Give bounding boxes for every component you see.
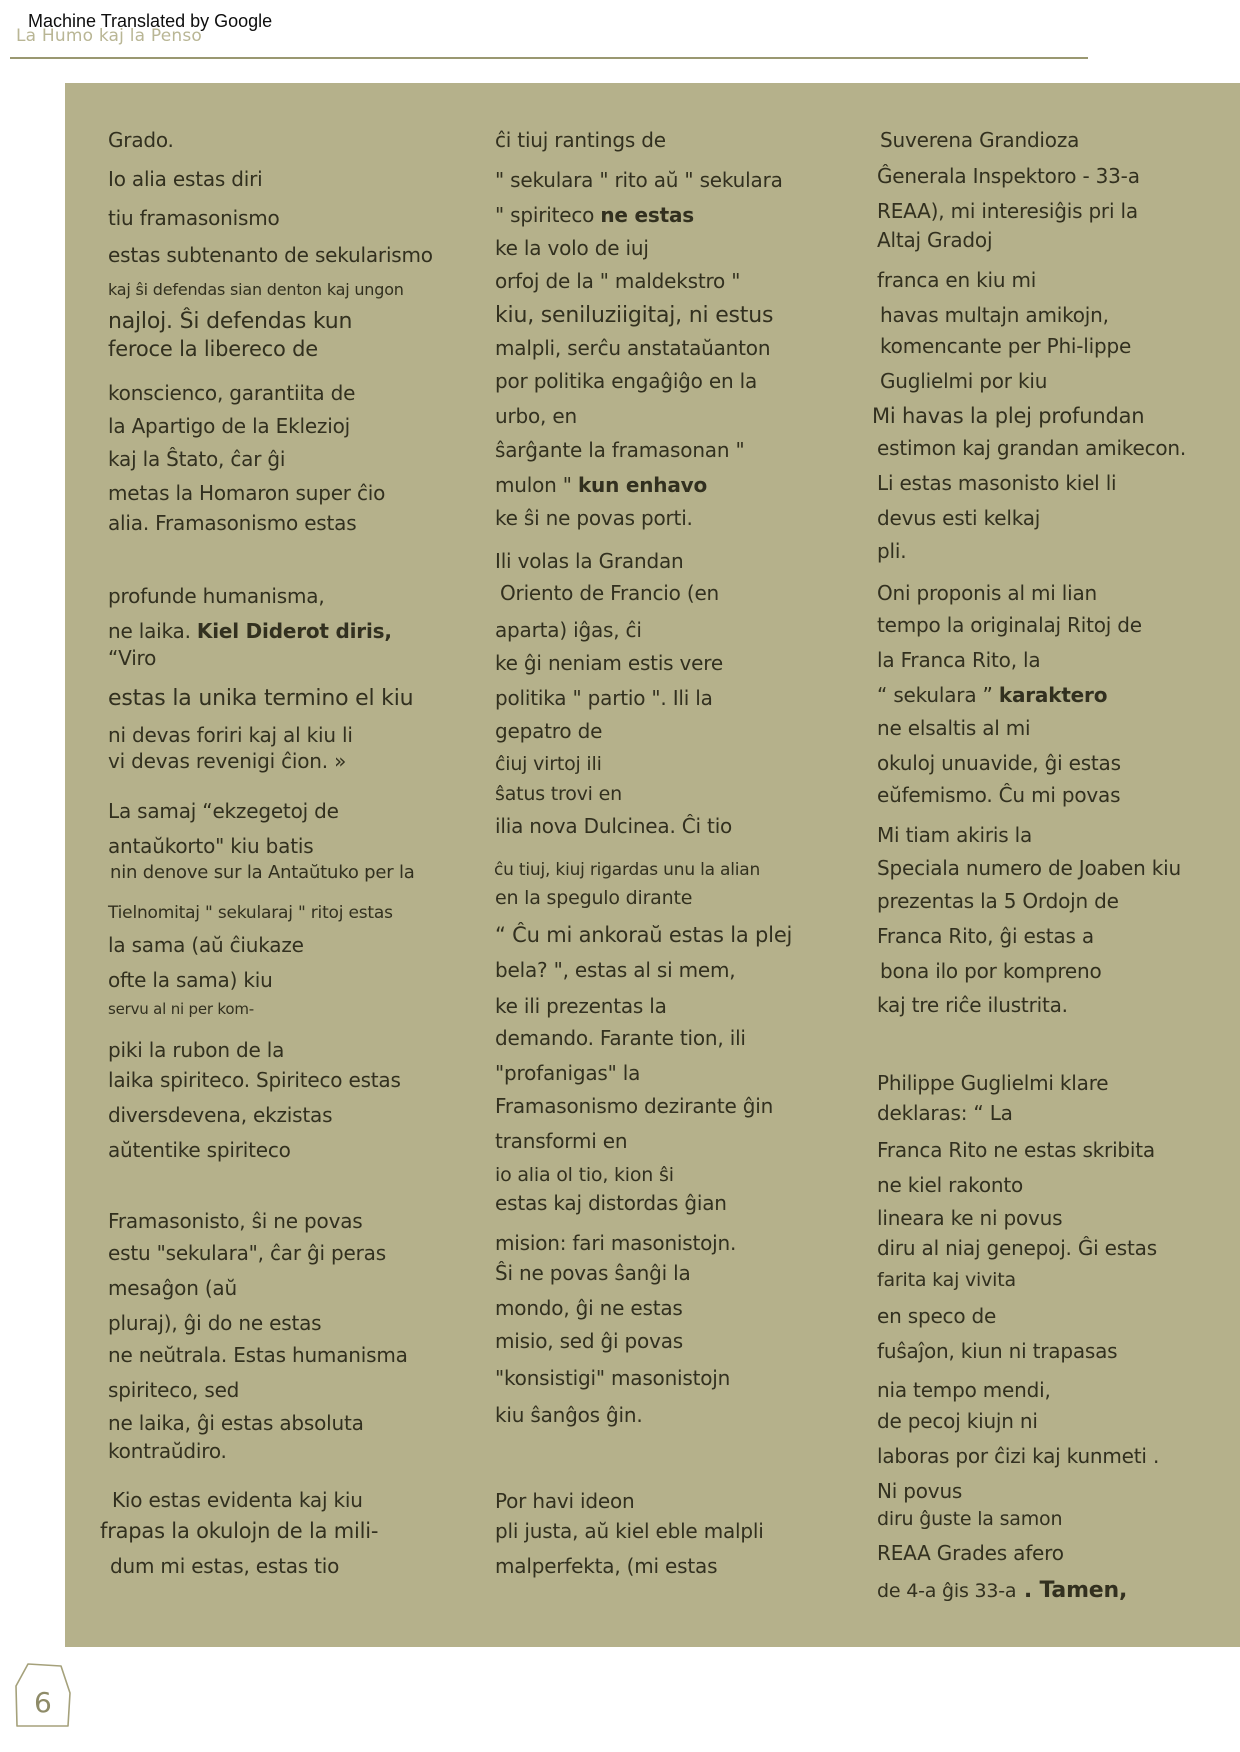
text-line: “Viro — [108, 646, 157, 670]
text-line: nin denove sur la Antaŭtuko per la — [110, 862, 415, 883]
text-line: Franca Rito ne estas skribita — [877, 1138, 1155, 1162]
text-line: ke ili prezentas la — [495, 994, 667, 1018]
text-line: bona ilo por kompreno — [880, 959, 1102, 983]
text-line: ne kiel rakonto — [877, 1173, 1024, 1197]
text-line: la sama (aŭ ĉiukaze — [108, 933, 304, 957]
text-line: la Apartigo de la Eklezioj — [108, 414, 350, 438]
text-line: frapas la okulojn de la mili- — [100, 1519, 379, 1543]
text-line: Mi havas la plej profundan — [872, 404, 1145, 428]
text-line: mondo, ĝi ne estas — [495, 1296, 683, 1320]
text-line: nia tempo mendi, — [877, 1378, 1051, 1402]
text-line: transformi en — [495, 1129, 628, 1153]
text-line: servu al ni per kom- — [108, 1000, 254, 1018]
text-line: gepatro de — [495, 719, 603, 743]
text-line: komencante per Phi-lippe — [880, 334, 1132, 358]
text-line: Ili volas la Grandan — [495, 549, 684, 573]
text-line: diru al niaj genepoj. Ĝi estas — [877, 1236, 1157, 1260]
text-line: kaj ŝi defendas sian denton kaj ungon — [108, 280, 404, 299]
text-line: Ŝi ne povas ŝanĝi la — [495, 1261, 691, 1285]
text-line: Io alia estas diri — [108, 167, 263, 191]
text-line: najloj. Ŝi defendas kun — [108, 309, 353, 334]
text-line: feroce la libereco de — [108, 337, 318, 361]
text-line: antaŭkorto" kiu batis — [108, 834, 314, 858]
text-line: laboras por ĉizi kaj kunmeti . — [877, 1444, 1160, 1468]
text-line: " sekulara " rito aŭ " sekulara — [495, 168, 783, 192]
text-line: lineara ke ni povus — [877, 1206, 1063, 1230]
text-line: Altaj Gradoj — [877, 228, 993, 252]
text-line: tempo la originalaj Ritoj de — [877, 613, 1142, 637]
text-line: Kio estas evidenta kaj kiu — [112, 1488, 363, 1512]
text-line: ne laika. Kiel Diderot diris, — [108, 619, 392, 643]
text-line: diversdevena, ekzistas — [108, 1103, 333, 1127]
text-line: estas subtenanto de sekularismo — [108, 243, 433, 267]
text-line: ke la volo de iuj — [495, 236, 649, 260]
text-line: ne laika, ĝi estas absoluta — [108, 1411, 364, 1435]
text-line: de 4-a ĝis 33-a . Tamen, — [877, 1578, 1128, 1603]
text-line: Grado. — [108, 128, 174, 152]
text-line: aŭtentike spiriteco — [108, 1138, 291, 1162]
text-line: dum mi estas, estas tio — [110, 1554, 340, 1578]
text-line: laika spiriteco. Spiriteco estas — [108, 1068, 401, 1092]
text-line: ŝatus trovi en — [495, 783, 622, 805]
text-line: Ĝenerala Inspektoro - 33-a — [877, 164, 1140, 188]
text-line: de pecoj kiujn ni — [877, 1409, 1038, 1433]
text-line: REAA Grades afero — [877, 1541, 1064, 1565]
text-line: farita kaj vivita — [877, 1269, 1016, 1291]
text-line: ni devas foriri kaj al kiu li — [108, 723, 353, 747]
text-line: ĉi tiuj rantings de — [495, 128, 666, 152]
text-line: deklaras: “ La — [877, 1101, 1013, 1125]
text-line: pli justa, aŭ kiel eble malpli — [495, 1519, 764, 1543]
text-line: spiriteco, sed — [108, 1378, 240, 1402]
text-line: Speciala numero de Joaben kiu — [877, 856, 1181, 880]
text-line: "konsistigi" masonistojn — [495, 1366, 731, 1390]
text-line: misio, sed ĝi povas — [495, 1329, 683, 1353]
text-line: estu "sekulara", ĉar ĝi peras — [108, 1241, 386, 1265]
text-line: devus esti kelkaj — [877, 506, 1041, 530]
text-line: pluraj), ĝi do ne estas — [108, 1311, 322, 1335]
text-line: Mi tiam akiris la — [877, 823, 1033, 847]
text-line: " spiriteco ne estas — [495, 203, 694, 227]
text-line: eŭfemismo. Ĉu mi povas — [877, 783, 1121, 807]
text-line: fuŝaĵon, kiun ni trapasas — [877, 1339, 1118, 1363]
text-line: en la spegulo dirante — [495, 887, 693, 909]
text-line: alia. Framasonismo estas — [108, 511, 357, 535]
text-line: estas kaj distordas ĝian — [495, 1191, 727, 1215]
text-line: prezentas la 5 Ordojn de — [877, 889, 1119, 913]
text-line: politika " partio ". Ili la — [495, 686, 713, 710]
text-line: Philippe Guglielmi klare — [877, 1071, 1109, 1095]
text-line: orfoj de la " maldekstro " — [495, 269, 741, 293]
text-line: ĉiuj virtoj ili — [495, 753, 602, 775]
text-line: Oni proponis al mi lian — [877, 581, 1097, 605]
text-line: Suverena Grandioza — [880, 128, 1080, 152]
text-line: demando. Farante tion, ili — [495, 1026, 746, 1050]
text-line: mision: fari masonistojn. — [495, 1231, 737, 1255]
text-line: "profanigas" la — [495, 1061, 641, 1085]
text-line: kontraŭdiro. — [108, 1439, 227, 1463]
text-line: Franca Rito, ĝi estas a — [877, 924, 1094, 948]
text-line: kaj tre riĉe ilustrita. — [877, 993, 1068, 1017]
text-line: urbo, en — [495, 404, 577, 428]
machine-translated-banner: Machine Translated by Google — [28, 11, 273, 31]
text-line: ĉu tiuj, kiuj rigardas unu la alian — [494, 860, 761, 880]
text-line: franca en kiu mi — [877, 268, 1037, 292]
page-number-marker — [14, 1660, 76, 1732]
text-line: ilia nova Dulcinea. Ĉi tio — [495, 814, 733, 838]
text-line: ŝarĝante la framasonan " — [495, 438, 745, 462]
text-line: en speco de — [877, 1304, 997, 1328]
text-line: “ Ĉu mi ankoraŭ estas la plej — [495, 923, 793, 947]
text-line: vi devas revenigi ĉion. » — [108, 749, 347, 773]
text-line: metas la Homaron super ĉio — [108, 481, 386, 505]
text-line: profunde humanisma, — [108, 584, 325, 608]
text-line: Framasonismo dezirante ĝin — [495, 1094, 774, 1118]
text-line: tiu framasonismo — [108, 206, 280, 230]
text-line: havas multajn amikojn, — [880, 303, 1109, 327]
text-line: kiu ŝanĝos ĝin. — [495, 1403, 643, 1427]
text-line: io alia ol tio, kion ŝi — [495, 1164, 674, 1186]
text-line: kiu, seniluziigitaj, ni estus — [495, 303, 774, 328]
text-line: Tielnomitaj " sekularaj " ritoj estas — [108, 903, 393, 923]
text-line: kaj la Ŝtato, ĉar ĝi — [108, 447, 286, 471]
text-line: estas la unika termino el kiu — [108, 686, 414, 711]
text-line: diru ĝuste la samon — [877, 1508, 1063, 1530]
text-line: malperfekta, (mi estas — [495, 1554, 718, 1578]
text-line: “ sekulara ” karaktero — [877, 683, 1108, 707]
text-line: la Franca Rito, la — [877, 648, 1041, 672]
text-line: ofte la sama) kiu — [108, 968, 273, 992]
text-line: okuloj unuavide, ĝi estas — [877, 751, 1121, 775]
text-line: konscienco, garantiita de — [108, 381, 356, 405]
text-line: malpli, serĉu anstataŭanton — [495, 336, 771, 360]
text-line: por politika engaĝiĝo en la — [495, 369, 758, 393]
page-number: 6 — [34, 1686, 52, 1719]
text-line: Oriento de Francio (en — [500, 581, 720, 605]
text-line: La samaj “ekzegetoj de — [108, 799, 339, 823]
text-line: aparta) iĝas, ĉi — [495, 618, 642, 642]
text-line: Por havi ideon — [495, 1489, 635, 1513]
text-line: Framasonisto, ŝi ne povas — [108, 1209, 363, 1233]
text-line: REAA), mi interesiĝis pri la — [877, 199, 1138, 223]
text-line: Li estas masonisto kiel li — [877, 471, 1117, 495]
text-line: ke ŝi ne povas porti. — [495, 506, 693, 530]
text-line: mulon " kun enhavo — [495, 473, 708, 497]
text-line: ne elsaltis al mi — [877, 716, 1031, 740]
text-line: estimon kaj grandan amikecon. — [877, 436, 1187, 460]
text-line: Ni povus — [877, 1479, 963, 1503]
text-line: mesaĝon (aŭ — [108, 1276, 237, 1300]
text-line: ke ĝi neniam estis vere — [495, 651, 723, 675]
document-title: La Humo kaj la Penso — [16, 26, 202, 46]
text-line: pli. — [877, 539, 907, 563]
text-line: ne neŭtrala. Estas humanisma — [108, 1343, 408, 1367]
text-line: bela? ", estas al si mem, — [495, 958, 736, 982]
text-line: Guglielmi por kiu — [880, 369, 1048, 393]
text-line: piki la rubon de la — [108, 1038, 285, 1062]
